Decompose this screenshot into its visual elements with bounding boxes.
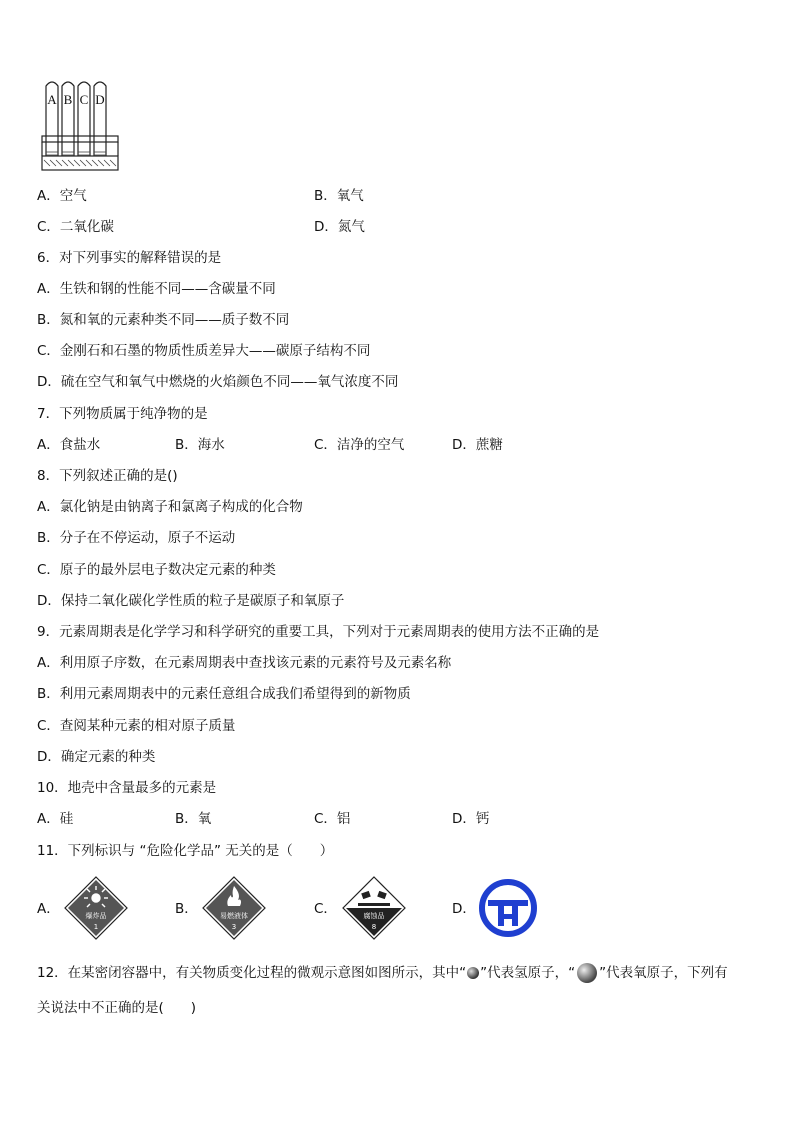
liquid-hatching xyxy=(44,152,116,166)
q11-option-a: A． xyxy=(37,901,60,917)
q8-option-c: C．原子的最外层电子数决定元素的种类 xyxy=(37,562,276,578)
q10-option-c: C．铝 xyxy=(314,811,351,827)
q10-stem: 10．地壳中含量最多的元素是 xyxy=(37,780,217,796)
tube-label-d: D xyxy=(95,92,105,107)
q6-stem: 6．对下列事实的解释错误的是 xyxy=(37,250,222,266)
q11-option-b: B． xyxy=(175,901,198,917)
q5-option-b: B．氧气 xyxy=(314,188,364,204)
q9-option-c: C．查阅某种元素的相对原子质量 xyxy=(37,718,236,734)
explosive-sign-number: 1 xyxy=(93,923,99,931)
q11-stem: 11．下列标识与 “危险化学品” 无关的是（ ） xyxy=(37,843,334,859)
corrosive-sign-number: 8 xyxy=(371,923,377,931)
q9-stem: 9．元素周期表是化学学习和科学研究的重要工具，下列对于元素周期表的使用方法不正确的是 xyxy=(37,624,600,640)
q7-option-a: A．食盐水 xyxy=(37,437,101,453)
q12-text-part-3: ”代表氧原子，下列有 xyxy=(599,965,728,981)
q11-option-c: C． xyxy=(314,901,337,917)
flammable-liquid-sign xyxy=(202,876,266,940)
tube-label-c: C xyxy=(79,92,89,107)
q6-option-b: B．氮和氧的元素种类不同——质子数不同 xyxy=(37,312,290,328)
q7-stem: 7．下列物质属于纯净物的是 xyxy=(37,406,208,422)
q6-option-d: D．硫在空气和氧气中燃烧的火焰颜色不同——氧气浓度不同 xyxy=(37,374,399,390)
q7-option-d: D．蔗糖 xyxy=(452,437,503,453)
q6-option-c: C．金刚石和石墨的物质性质差异大——碳原子结构不同 xyxy=(37,343,371,359)
flammable-sign-number: 3 xyxy=(231,923,237,931)
q12-text-part-1: 12．在某密闭容器中，有关物质变化过程的微观示意图如图所示，其中“ xyxy=(37,965,467,981)
q8-stem: 8．下列叙述正确的是() xyxy=(37,468,178,484)
corrosive-hazard-sign xyxy=(342,876,406,940)
hydrogen-atom-icon xyxy=(466,966,480,980)
q10-option-d: D．钙 xyxy=(452,811,490,827)
q9-option-a: A．利用原子序数，在元素周期表中查找该元素的元素符号及元素名称 xyxy=(37,655,452,671)
tube-label-b: B xyxy=(63,92,73,107)
q9-option-d: D．确定元素的种类 xyxy=(37,749,156,765)
tube-label-a: A xyxy=(47,92,57,107)
corrosive-sign-label: 腐蚀品 xyxy=(363,912,385,920)
q8-option-d: D．保持二氧化碳化学性质的粒子是碳原子和氧原子 xyxy=(37,593,345,609)
flammable-sign-label: 易燃液体 xyxy=(220,912,248,920)
q7-option-c: C．洁净的空气 xyxy=(314,437,405,453)
explosive-sign-label: 爆炸品 xyxy=(85,912,107,920)
q10-option-a: A．硅 xyxy=(37,811,74,827)
q5-option-c: C．二氧化碳 xyxy=(37,219,114,235)
q8-option-b: B．分子在不停运动，原子不运动 xyxy=(37,530,236,546)
q10-option-b: B．氧 xyxy=(175,811,212,827)
q11-option-d: D． xyxy=(452,901,476,917)
q12-line-1 xyxy=(37,961,728,985)
q12-line-2: 关说法中不正确的是( ) xyxy=(37,1000,197,1016)
q5-option-d: D．氮气 xyxy=(314,219,365,235)
q12-text-part-2: ”代表氢原子，“ xyxy=(480,965,576,981)
oxygen-atom-icon xyxy=(575,961,599,985)
q5-option-a: A．空气 xyxy=(37,188,87,204)
q8-option-a: A．氯化钠是由钠离子和氯离子构成的化合物 xyxy=(37,499,303,515)
test-tube-rack-figure xyxy=(40,78,124,178)
blue-emblem-sign xyxy=(478,878,538,938)
q9-option-b: B．利用元素周期表中的元素任意组合成我们希望得到的新物质 xyxy=(37,686,411,702)
q7-option-b: B．海水 xyxy=(175,437,225,453)
q6-option-a: A．生铁和钢的性能不同——含碳量不同 xyxy=(37,281,276,297)
explosive-hazard-sign xyxy=(64,876,128,940)
